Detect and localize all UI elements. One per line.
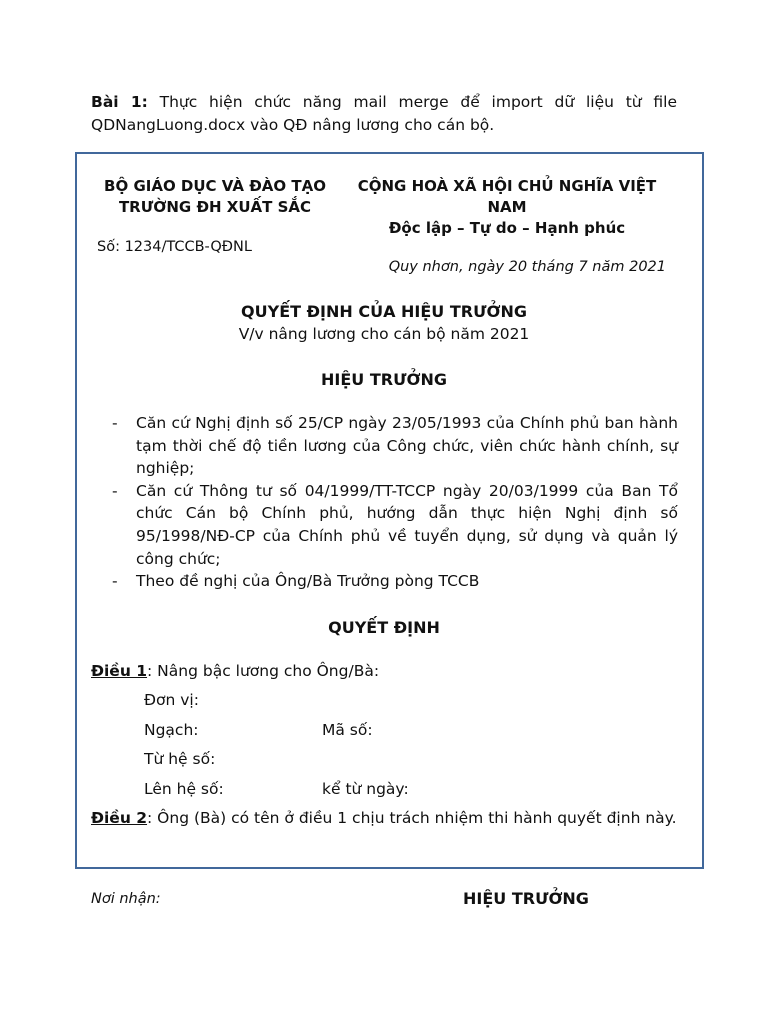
authority-heading: HIỆU TRƯỞNG — [321, 370, 447, 389]
decision-subtitle: V/v nâng lương cho cán bộ năm 2021 — [238, 325, 530, 343]
legal-basis-text: Căn cứ Thông tư số 04/1999/TT-TCCP ngày 20/03/1999 của Ban Tổ chức Cán bộ Chính phủ, hướng dẫn thực hiện Nghị định số 95/1998/NĐ-CP của Chính phủ về tuyển dụng, sử dụng và quản lý công chức; — [136, 481, 678, 568]
legal-basis-text: Theo đề nghị của Ông/Bà Trưởng pòng TCCB — [136, 572, 480, 591]
legal-basis-text: Căn cứ Nghị định số 25/CP ngày 23/05/1993 của Chính phủ ban hành tạm thời chế độ tiền lương của Công chức, viên chức hành chính, sự nghiệp; — [136, 414, 678, 478]
field-ngach: Ngạch: — [144, 721, 199, 739]
university-name: TRƯỜNG ĐH XUẤT SẮC — [118, 198, 312, 216]
decision-number: Số: 1234/TCCB-QĐNL — [97, 239, 252, 255]
exercise-text: Thực hiện chức năng mail merge để import dữ liệu từ file QDNangLuong.docx vào QĐ nâng lương cho cán bộ. — [91, 93, 677, 134]
issue-date: Quy nhơn, ngày 20 tháng 7 năm 2021 — [388, 259, 666, 275]
legal-bases-list — [110, 412, 678, 593]
nation-name-line2: NAM — [487, 198, 527, 216]
exercise-label: Bài 1: — [91, 93, 148, 111]
article-1-text: : Nâng bậc lương cho Ông/Bà: — [147, 662, 380, 680]
recipients-label: Nơi nhận: — [91, 891, 161, 907]
legal-basis-item — [110, 480, 678, 570]
field-len-he-so: Lên hệ số: — [144, 780, 224, 798]
article-2 — [91, 804, 677, 833]
article-1 — [91, 662, 379, 680]
field-ke-tu-ngay: kể từ ngày: — [322, 780, 409, 798]
field-don-vi: Đơn vị: — [144, 691, 199, 709]
field-tu-he-so: Từ hệ số: — [144, 750, 216, 768]
article-2-label: Điều 2 — [91, 809, 148, 827]
list-bullet: - — [112, 481, 118, 500]
signer-title: HIỆU TRƯỞNG — [463, 889, 589, 908]
legal-basis-item — [110, 412, 678, 480]
list-bullet: - — [112, 572, 118, 591]
exercise-instruction — [91, 91, 677, 137]
national-motto: Độc lập – Tự do – Hạnh phúc — [388, 219, 626, 237]
article-2-text: : Ông (Bà) có tên ở điều 1 chịu trách nhiệm thi hành quyết định này. — [147, 809, 677, 827]
field-ma-so: Mã số: — [322, 721, 373, 739]
nation-name-line1: CỘNG HOÀ XÃ HỘI CHỦ NGHĨA VIỆT — [357, 177, 657, 195]
legal-basis-item — [110, 570, 678, 593]
ministry-name: BỘ GIÁO DỤC VÀ ĐÀO TẠO — [104, 177, 326, 195]
list-bullet: - — [112, 414, 118, 432]
article-1-label: Điều 1 — [91, 662, 148, 680]
decision-heading: QUYẾT ĐỊNH — [328, 618, 440, 637]
decision-title: QUYẾT ĐỊNH CỦA HIỆU TRƯỞNG — [241, 302, 527, 321]
